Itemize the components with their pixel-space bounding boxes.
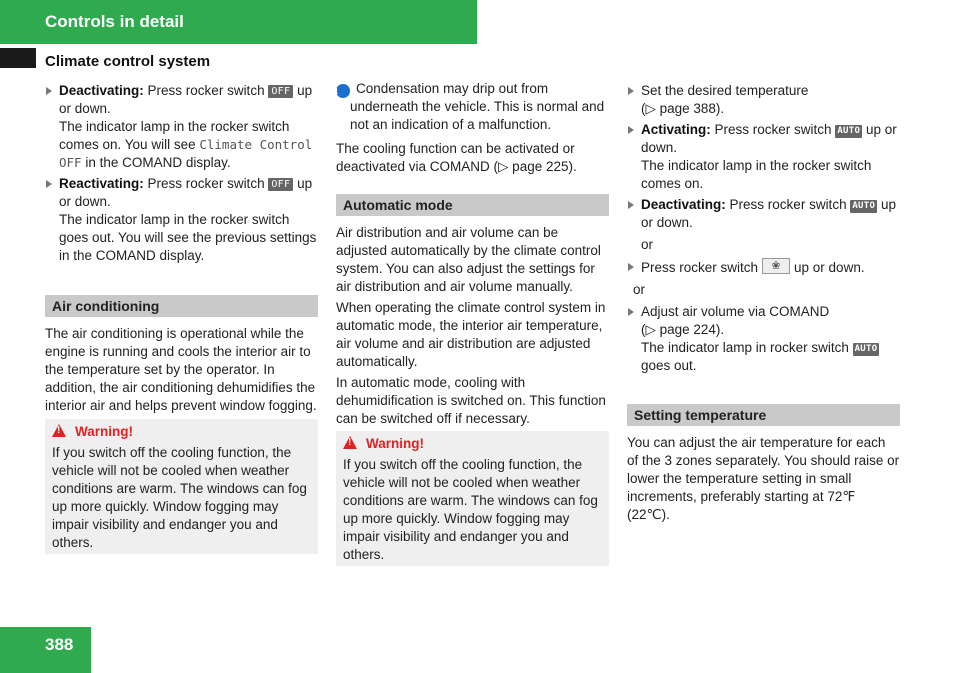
step-label: Deactivating:	[59, 83, 144, 98]
auto-switch-icon: AUTO	[837, 126, 861, 136]
warning-text: If you switch off the cooling function, the vehicle will not be cooled when weather conditions are warm. The windows can fog up more quickly. Window fogging may impair visibility and endanger you and others.	[52, 445, 307, 550]
page-number: 388	[0, 627, 91, 673]
info-note: i Condensation may drip out from underneath the vehicle. This is normal and not an indication of a malfunction.	[333, 81, 605, 132]
auto-switch-icon: AUTO	[854, 344, 878, 354]
auto-switch-icon: AUTO	[852, 201, 876, 211]
air-conditioning-heading: Air conditioning	[45, 295, 318, 317]
off-switch-icon: OFF	[268, 178, 293, 191]
column-3	[627, 80, 900, 524]
step-set-temperature: Set the desired temperature (▷ page 388).	[627, 82, 900, 118]
step-text: Press rocker switch	[147, 83, 265, 98]
column-1	[45, 80, 318, 554]
step-text: Press rocker switch	[147, 176, 265, 191]
step-desc: The indicator lamp in the rocker switch comes on.	[641, 158, 872, 191]
step-activating: Activating: Press rocker switch AUTO up or down.	[627, 121, 900, 157]
ac-paragraph: The air conditioning is operational while the engine is running and cools the interior air to the temperature set by the operator. In addition, the air conditioning dehumidifies the interior air and helps prevent window fogging.	[45, 326, 317, 413]
step-text: up or down.	[59, 176, 313, 209]
step-deactivating	[45, 82, 318, 118]
header-title: Controls in detail	[45, 12, 184, 31]
fan-switch-icon	[762, 258, 790, 274]
warning-icon	[343, 436, 357, 449]
step-desc: The indicator lamp in the rocker switch comes on. You will see Climate Control OFF in the COMAND display.	[59, 119, 313, 170]
warning-box	[45, 419, 318, 554]
setting-temperature-heading: Setting temperature	[627, 404, 900, 426]
warning-title: !Warning!	[52, 423, 312, 441]
step-reactivating	[45, 175, 318, 211]
step-adjust-air: Adjust air volume via COMAND (▷ page 224). The indicator lamp in rocker switch AUTO goes out.	[627, 303, 900, 375]
warning-box	[336, 431, 609, 566]
column-2	[333, 80, 609, 566]
info-icon: i	[336, 84, 350, 98]
temperature-paragraph: You can adjust the air temperature for each of the 3 zones separately. You should raise or lower the temperature setting in small increments, preferably starting at 72℉ (22℃).	[627, 435, 900, 522]
or-text: or	[641, 237, 654, 252]
auto-paragraph-3: In automatic mode, cooling with dehumidification is switched on. This function can be switched off if necessary.	[336, 375, 606, 426]
step-press-fan: Press rocker switch❀ up or down.	[627, 258, 900, 277]
step-label: Activating:	[641, 122, 711, 137]
auto-paragraph-2: When operating the climate control system in automatic mode, the interior air temperature, air volume and air distribution are adjusted automatically.	[336, 300, 606, 369]
warning-title: !Warning!	[343, 435, 603, 453]
step-desc: The indicator lamp in the rocker switch goes out. You will see the previous settings in the COMAND display.	[59, 212, 317, 263]
auto-paragraph-1: Air distribution and air volume can be adjusted automatically by the climate control system. You can also adjust the settings for air distribution and air volume manually.	[336, 225, 601, 294]
off-switch-icon: OFF	[268, 85, 293, 98]
step-label: Deactivating:	[641, 197, 726, 212]
display-message: Climate Control OFF	[59, 137, 313, 170]
header-bar	[0, 0, 477, 44]
or-text: or	[633, 282, 646, 297]
automatic-mode-heading: Automatic mode	[336, 194, 609, 216]
section-title: Climate control system	[45, 53, 211, 70]
cooling-paragraph: The cooling function can be activated or deactivated via COMAND (▷ page 225).	[336, 141, 577, 174]
step-text: up or down.	[59, 83, 313, 116]
step-label: Reactivating:	[59, 176, 144, 191]
side-marker	[0, 48, 36, 68]
warning-icon	[52, 424, 66, 437]
step-deactivating: Deactivating: Press rocker switch AUTO up or down.	[627, 196, 900, 232]
warning-text: If you switch off the cooling function, the vehicle will not be cooled when weather conditions are warm. The windows can fog up more quickly. Window fogging may impair visibility and endanger you and others.	[343, 457, 598, 562]
